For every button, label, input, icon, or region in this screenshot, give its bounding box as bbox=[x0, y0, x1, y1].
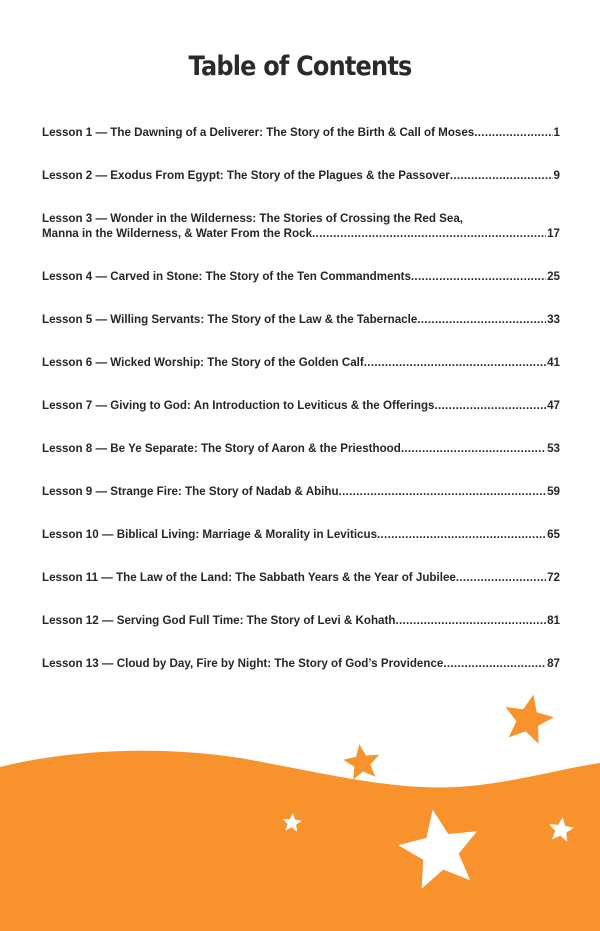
toc-entry-line bbox=[42, 613, 560, 628]
toc-entry-title: Lesson 7 — Giving to God: An Introduction to Leviticus & the Offerings bbox=[42, 399, 435, 412]
dot-leader bbox=[434, 398, 546, 413]
toc-entry-line bbox=[42, 570, 560, 585]
toc-entry-title: Lesson 5 — Willing Servants: The Story of the Law & the Tabernacle bbox=[42, 313, 418, 326]
table-of-contents bbox=[42, 125, 560, 699]
toc-entry-title: Lesson 4 — Carved in Stone: The Story of the Ten Commandments bbox=[42, 270, 411, 283]
dot-leader bbox=[377, 527, 546, 542]
orange-wave bbox=[0, 751, 600, 931]
toc-page-number: 41 bbox=[547, 356, 560, 369]
toc-entry-title: Lesson 2 — Exodus From Egypt: The Story of the Plagues & the Passover bbox=[42, 169, 450, 182]
toc-entry bbox=[42, 656, 560, 671]
toc-entry bbox=[42, 168, 560, 183]
dot-leader bbox=[456, 570, 546, 585]
toc-entry bbox=[42, 312, 560, 327]
toc-entry-title: Manna in the Wilderness, & Water From the Rock bbox=[42, 227, 313, 240]
toc-entry bbox=[42, 570, 560, 585]
toc-page-number: 9 bbox=[553, 169, 560, 182]
star-icon bbox=[283, 813, 302, 832]
dot-leader bbox=[443, 656, 546, 671]
dot-leader bbox=[395, 613, 546, 628]
toc-entry-title: Lesson 8 — Be Ye Separate: The Story of Aaron & the Priesthood bbox=[42, 442, 401, 455]
toc-page-number: 72 bbox=[547, 571, 560, 584]
toc-entry-line bbox=[42, 484, 560, 499]
toc-entry-title: Lesson 10 — Biblical Living: Marriage & Morality in Leviticus bbox=[42, 528, 378, 541]
dot-leader bbox=[312, 226, 546, 241]
star-icon bbox=[398, 810, 477, 889]
star-icon bbox=[343, 744, 379, 780]
toc-entry bbox=[42, 484, 560, 499]
star-icon bbox=[549, 817, 574, 841]
dot-leader bbox=[339, 484, 547, 499]
toc-page-number: 25 bbox=[547, 270, 560, 283]
toc-page-number: 47 bbox=[547, 399, 560, 412]
toc-entry-line bbox=[42, 125, 560, 140]
toc-entry bbox=[42, 398, 560, 413]
toc-page-number: 17 bbox=[547, 227, 560, 240]
toc-entry-title: Lesson 9 — Strange Fire: The Story of Nadab & Abihu bbox=[42, 485, 339, 498]
toc-entry-title: Lesson 1 — The Dawning of a Deliverer: The Story of the Birth & Call of Moses bbox=[42, 126, 475, 139]
toc-entry-line bbox=[42, 312, 560, 327]
dot-leader bbox=[401, 441, 546, 456]
toc-page-number: 53 bbox=[547, 442, 560, 455]
toc-page-number: 87 bbox=[547, 657, 560, 670]
toc-entry-line bbox=[42, 168, 560, 183]
toc-entry-title: Lesson 11 — The Law of the Land: The Sabbath Years & the Year of Jubilee bbox=[42, 571, 456, 584]
toc-entry-title: Lesson 12 — Serving God Full Time: The Story of Levi & Kohath bbox=[42, 614, 396, 627]
toc-entry-line bbox=[42, 398, 560, 413]
dot-leader bbox=[474, 125, 552, 140]
toc-page-number: 81 bbox=[547, 614, 560, 627]
toc-entry bbox=[42, 613, 560, 628]
toc-page-number: 65 bbox=[547, 528, 560, 541]
toc-entry-line bbox=[42, 211, 560, 226]
toc-page-number: 33 bbox=[547, 313, 560, 326]
toc-entry-line bbox=[42, 269, 560, 284]
toc-entry bbox=[42, 355, 560, 370]
dot-leader bbox=[417, 312, 546, 327]
page-title: Table of Contents bbox=[188, 50, 412, 82]
toc-page-number: 1 bbox=[553, 126, 560, 139]
toc-entry-line bbox=[42, 441, 560, 456]
star-icon bbox=[506, 695, 554, 744]
toc-entry bbox=[42, 125, 560, 140]
toc-entry-title: Lesson 6 — Wicked Worship: The Story of the Golden Calf bbox=[42, 356, 364, 369]
dot-leader bbox=[364, 355, 546, 370]
dot-leader bbox=[450, 168, 553, 183]
toc-entry bbox=[42, 269, 560, 284]
toc-entry-line bbox=[42, 527, 560, 542]
toc-entry-line bbox=[42, 226, 560, 241]
toc-entry-line bbox=[42, 355, 560, 370]
toc-page-number: 59 bbox=[547, 485, 560, 498]
toc-entry bbox=[42, 441, 560, 456]
toc-entry-title: Lesson 13 — Cloud by Day, Fire by Night: The Story of God’s Providence bbox=[42, 657, 444, 670]
toc-entry-title: Lesson 3 — Wonder in the Wilderness: The Stories of Crossing the Red Sea, bbox=[42, 212, 463, 225]
toc-entry bbox=[42, 211, 560, 241]
dot-leader bbox=[411, 269, 546, 284]
toc-entry-line bbox=[42, 656, 560, 671]
toc-entry bbox=[42, 527, 560, 542]
